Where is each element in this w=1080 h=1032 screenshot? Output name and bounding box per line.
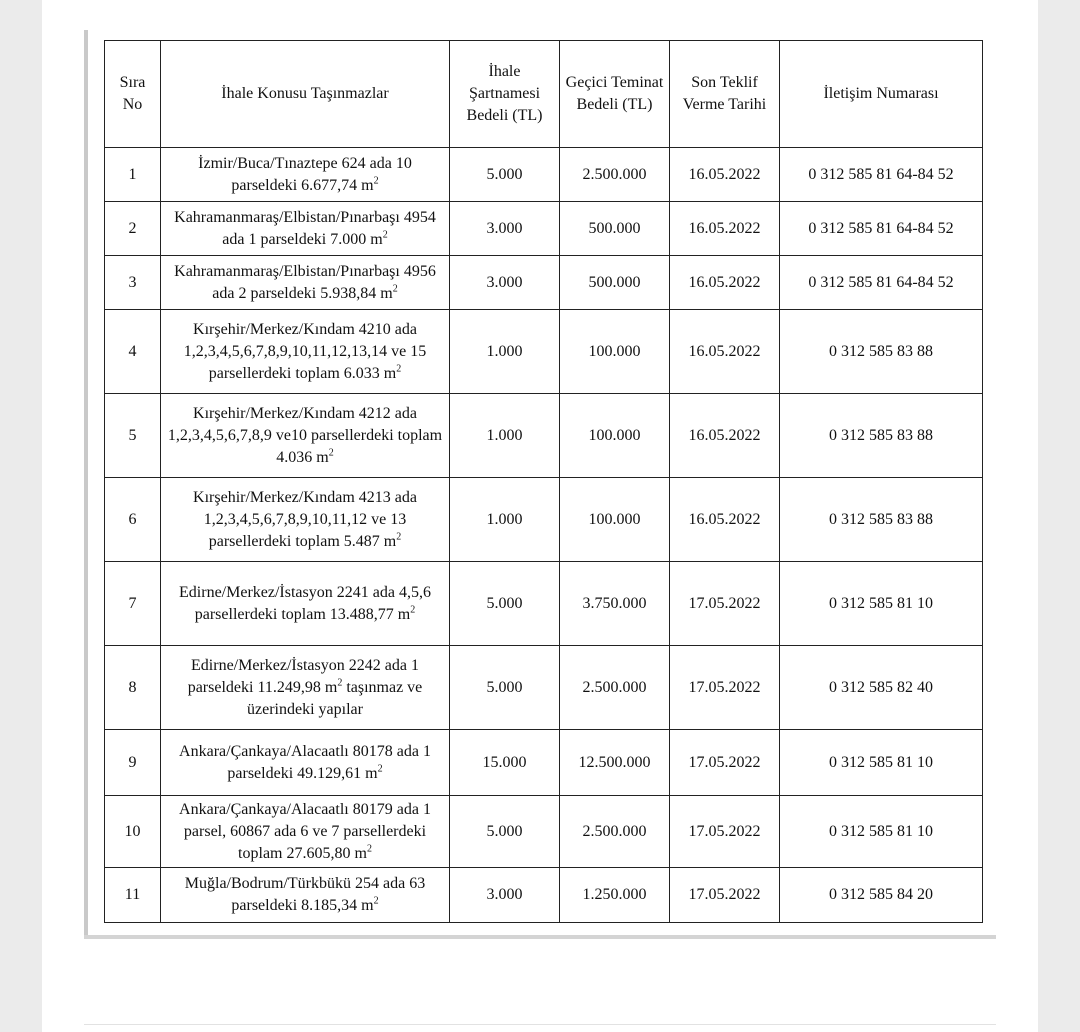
cell-subject <box>161 646 450 730</box>
table-row <box>105 868 983 923</box>
cell-spec-fee: 5.000 <box>450 562 560 646</box>
subject-text: Ankara/Çankaya/Alacaatlı 80178 ada 1 parseldeki 49.129,61 m <box>179 742 431 782</box>
cell-contact: 0 312 585 81 10 <box>780 730 983 796</box>
cell-no: 5 <box>105 394 161 478</box>
cell-deadline: 16.05.2022 <box>670 202 780 256</box>
cell-deadline: 17.05.2022 <box>670 646 780 730</box>
cell-contact: 0 312 585 83 88 <box>780 394 983 478</box>
cell-subject <box>161 478 450 562</box>
page-divider <box>84 1024 996 1025</box>
unit-superscript: 2 <box>396 363 402 375</box>
table-row <box>105 310 983 394</box>
cell-deposit: 100.000 <box>560 478 670 562</box>
subject-text: Ankara/Çankaya/Alacaatlı 80179 ada 1 parsel, 60867 ada 6 ve 7 parsellerdeki toplam 27.605,80 m <box>179 800 431 862</box>
photo-bottom-edge <box>84 935 996 939</box>
cell-no: 4 <box>105 310 161 394</box>
photo-left-edge <box>84 30 88 938</box>
cell-deposit: 100.000 <box>560 310 670 394</box>
cell-deposit: 12.500.000 <box>560 730 670 796</box>
table-row <box>105 148 983 202</box>
cell-spec-fee: 3.000 <box>450 868 560 923</box>
cell-deadline: 16.05.2022 <box>670 256 780 310</box>
cell-spec-fee: 15.000 <box>450 730 560 796</box>
subject-text: Edirne/Merkez/İstasyon 2241 ada 4,5,6 parsellerdeki toplam 13.488,77 m <box>179 583 431 623</box>
cell-no: 3 <box>105 256 161 310</box>
cell-subject <box>161 148 450 202</box>
cell-deposit: 500.000 <box>560 202 670 256</box>
cell-subject <box>161 202 450 256</box>
subject-text: Kahramanmaraş/Elbistan/Pınarbaşı 4956 ada 2 parseldeki 5.938,84 m <box>174 262 436 302</box>
tender-table <box>104 40 983 923</box>
cell-deposit: 100.000 <box>560 394 670 478</box>
header-deposit: Geçici Teminat Bedeli (TL) <box>560 41 670 148</box>
unit-superscript: 2 <box>392 283 398 295</box>
header-no: Sıra No <box>105 41 161 148</box>
cell-spec-fee: 3.000 <box>450 202 560 256</box>
unit-superscript: 2 <box>396 531 402 543</box>
unit-superscript: 2 <box>373 175 379 187</box>
subject-text: Edirne/Merkez/İstasyon 2242 ada 1 parseldeki 11.249,98 m <box>187 656 419 696</box>
cell-deadline: 17.05.2022 <box>670 730 780 796</box>
table-row <box>105 394 983 478</box>
cell-no: 8 <box>105 646 161 730</box>
cell-subject <box>161 730 450 796</box>
cell-contact: 0 312 585 83 88 <box>780 478 983 562</box>
cell-spec-fee: 1.000 <box>450 478 560 562</box>
table-row <box>105 646 983 730</box>
cell-deadline: 17.05.2022 <box>670 562 780 646</box>
table-header-row <box>105 41 983 148</box>
cell-contact: 0 312 585 81 64-84 52 <box>780 148 983 202</box>
unit-superscript: 2 <box>377 763 383 775</box>
cell-spec-fee: 5.000 <box>450 646 560 730</box>
header-deadline: Son Teklif Verme Tarihi <box>670 41 780 148</box>
subject-text: Kırşehir/Merkez/Kındam 4210 ada 1,2,3,4,5,6,7,8,9,10,11,12,13,14 ve 15 parsellerdeki toplam 6.033 m <box>183 320 427 382</box>
header-subject: İhale Konusu Taşınmazlar <box>161 41 450 148</box>
table-row <box>105 730 983 796</box>
unit-superscript: 2 <box>337 677 343 689</box>
table-row <box>105 202 983 256</box>
cell-deposit: 2.500.000 <box>560 796 670 868</box>
cell-deadline: 16.05.2022 <box>670 310 780 394</box>
cell-subject <box>161 868 450 923</box>
unit-superscript: 2 <box>410 604 416 616</box>
cell-no: 10 <box>105 796 161 868</box>
table-row <box>105 256 983 310</box>
header-spec-fee: İhale Şartnamesi Bedeli (TL) <box>450 41 560 148</box>
cell-subject <box>161 796 450 868</box>
header-contact: İletişim Numarası <box>780 41 983 148</box>
unit-superscript: 2 <box>373 895 379 907</box>
cell-subject <box>161 256 450 310</box>
unit-superscript: 2 <box>366 843 372 855</box>
cell-spec-fee: 5.000 <box>450 796 560 868</box>
cell-subject <box>161 310 450 394</box>
cell-deadline: 17.05.2022 <box>670 796 780 868</box>
cell-contact: 0 312 585 81 64-84 52 <box>780 256 983 310</box>
subject-text: Muğla/Bodrum/Türkbükü 254 ada 63 parseldeki 8.185,34 m <box>184 875 426 914</box>
cell-contact: 0 312 585 82 40 <box>780 646 983 730</box>
cell-spec-fee: 5.000 <box>450 148 560 202</box>
cell-subject <box>161 562 450 646</box>
cell-no: 7 <box>105 562 161 646</box>
cell-contact: 0 312 585 81 10 <box>780 562 983 646</box>
subject-text: Kahramanmaraş/Elbistan/Pınarbaşı 4954 ada 1 parseldeki 7.000 m <box>174 208 436 248</box>
cell-deadline: 16.05.2022 <box>670 148 780 202</box>
cell-no: 2 <box>105 202 161 256</box>
cell-spec-fee: 3.000 <box>450 256 560 310</box>
table-row <box>105 796 983 868</box>
cell-spec-fee: 1.000 <box>450 310 560 394</box>
cell-deposit: 1.250.000 <box>560 868 670 923</box>
table-row <box>105 478 983 562</box>
subject-text-after: taşınmaz ve üzerindeki yapılar <box>247 678 423 718</box>
cell-deadline: 16.05.2022 <box>670 394 780 478</box>
cell-spec-fee: 1.000 <box>450 394 560 478</box>
cell-deposit: 2.500.000 <box>560 148 670 202</box>
cell-contact: 0 312 585 81 10 <box>780 796 983 868</box>
cell-no: 9 <box>105 730 161 796</box>
unit-superscript: 2 <box>328 447 334 459</box>
cell-subject <box>161 394 450 478</box>
cell-deposit: 500.000 <box>560 256 670 310</box>
cell-contact: 0 312 585 83 88 <box>780 310 983 394</box>
cell-deposit: 3.750.000 <box>560 562 670 646</box>
cell-deposit: 2.500.000 <box>560 646 670 730</box>
cell-no: 11 <box>105 868 161 923</box>
cell-contact: 0 312 585 84 20 <box>780 868 983 923</box>
subject-text: İzmir/Buca/Tınaztepe 624 ada 10 parseldeki 6.677,74 m <box>198 154 412 194</box>
subject-text: Kırşehir/Merkez/Kındam 4212 ada 1,2,3,4,5,6,7,8,9 ve10 parsellerdeki toplam 4.036 m <box>167 404 443 466</box>
cell-deadline: 17.05.2022 <box>670 868 780 923</box>
cell-no: 1 <box>105 148 161 202</box>
cell-contact: 0 312 585 81 64-84 52 <box>780 202 983 256</box>
cell-no: 6 <box>105 478 161 562</box>
table-row <box>105 562 983 646</box>
subject-text: Kırşehir/Merkez/Kındam 4213 ada 1,2,3,4,5,6,7,8,9,10,11,12 ve 13 parsellerdeki toplam 5.487 m <box>193 488 417 550</box>
unit-superscript: 2 <box>382 229 388 241</box>
cell-deadline: 16.05.2022 <box>670 478 780 562</box>
